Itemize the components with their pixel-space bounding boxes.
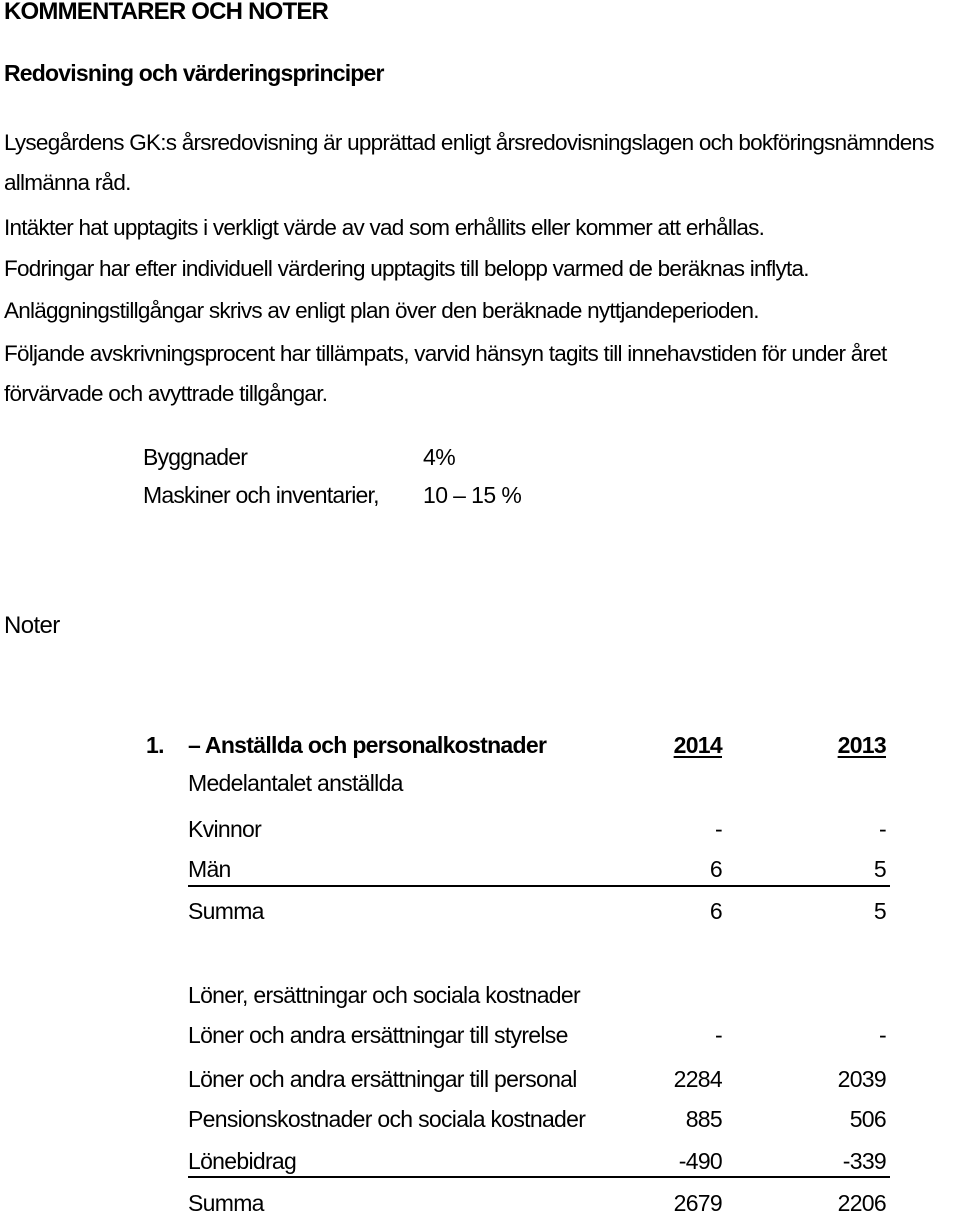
paragraph-line: förvärvade och avyttrade tillgångar. [4, 381, 328, 406]
row-label: Summa [188, 898, 264, 924]
costs-heading: Löner, ersättningar och sociala kostnader [188, 982, 580, 1008]
value-2014: 2284 [673, 1066, 722, 1092]
depreciation-label: Byggnader [143, 444, 248, 470]
value-2013: 5 [873, 856, 886, 882]
table-row [146, 1066, 890, 1100]
value-2014: - [715, 1022, 722, 1048]
subheading-row [146, 982, 890, 1016]
row-label: Kvinnor [188, 816, 262, 842]
paragraph-line: Anläggningstillgångar skrivs av enligt plan över den beräknade nyttjandeperioden. [4, 298, 759, 323]
value-2013: -339 [842, 1148, 886, 1174]
paragraph-line: Lysegårdens GK:s årsredovisning är upprättad enligt årsredovisningslagen och bokföringsnämndens [4, 130, 934, 155]
note-number: 1. [146, 732, 164, 758]
value-2013: 2039 [837, 1066, 886, 1092]
table-row [146, 1106, 890, 1140]
value-2013: - [879, 1022, 886, 1048]
depreciation-value: 10 – 15 % [423, 482, 522, 508]
depreciation-value: 4% [423, 444, 456, 470]
year-header: 2013 [837, 732, 886, 758]
note-title-row [146, 732, 890, 766]
employees-heading: Medelantalet anställda [188, 770, 403, 796]
value-2014: 2679 [673, 1190, 722, 1216]
note-title: – Anställda och personalkostnader [188, 732, 547, 758]
row-label: Löner och andra ersättningar till personal [188, 1066, 577, 1092]
row-label: Män [188, 856, 231, 882]
value-2013: 506 [849, 1106, 886, 1132]
paragraph-line: Intäkter hat upptagits i verkligt värde av vad som erhållits eller kommer att erhållas. [4, 215, 765, 240]
value-2013: 2206 [837, 1190, 886, 1216]
value-2014: 6 [709, 898, 722, 924]
row-label: Löner och andra ersättningar till styrelse [188, 1022, 568, 1048]
value-2014: -490 [678, 1148, 722, 1174]
section-title: Redovisning och värderingsprinciper [4, 60, 384, 86]
divider [188, 1176, 890, 1178]
document-title: KOMMENTARER OCH NOTER [4, 0, 329, 25]
subheading-row [146, 770, 890, 804]
table-row [146, 1022, 890, 1056]
paragraph-line: Följande avskrivningsprocent har tillämpats, varvid hänsyn tagits till innehavstiden för under året [4, 341, 887, 366]
value-2014: 6 [709, 856, 722, 882]
value-2013: - [879, 816, 886, 842]
value-2014: - [715, 816, 722, 842]
notes-heading: Noter [4, 612, 60, 639]
row-label: Summa [188, 1190, 264, 1216]
row-label: Lönebidrag [188, 1148, 297, 1174]
paragraph-line: allmänna råd. [4, 170, 131, 195]
value-2014: 885 [685, 1106, 722, 1132]
table-row [146, 816, 890, 850]
year-header: 2014 [673, 732, 722, 758]
row-label: Pensionskostnader och sociala kostnader [188, 1106, 586, 1132]
table-row-total [146, 1190, 890, 1224]
divider [188, 885, 890, 887]
table-row-total [146, 898, 890, 932]
paragraph-line: Fodringar har efter individuell värdering upptagits till belopp varmed de beräknas inflyta. [4, 256, 809, 281]
depreciation-label: Maskiner och inventarier, [143, 482, 379, 508]
value-2013: 5 [873, 898, 886, 924]
